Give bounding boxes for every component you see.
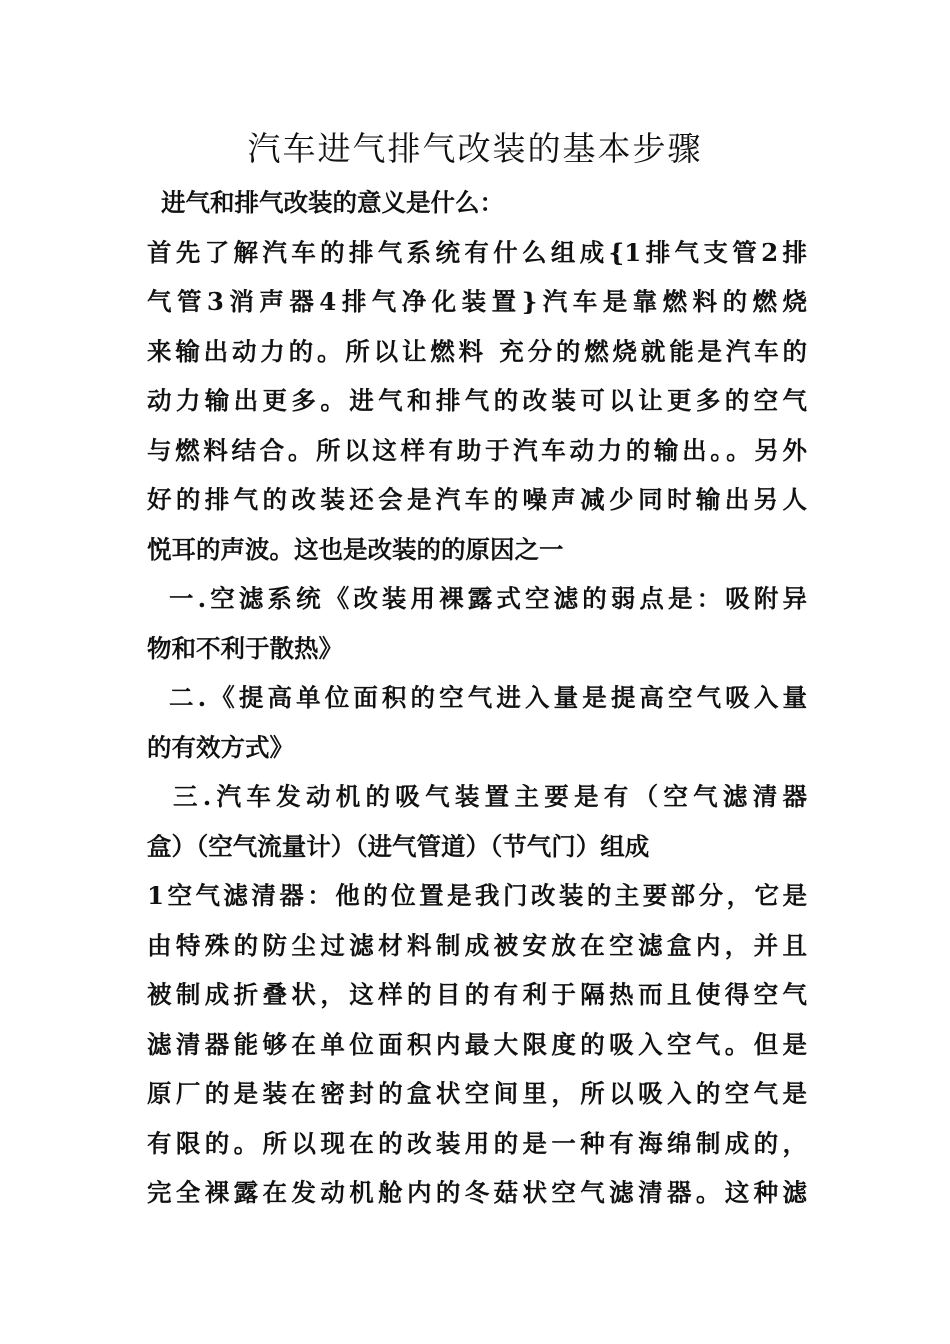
document-body bbox=[147, 178, 807, 1218]
paragraph-line: 气管3消声器4排气净化装置}汽车是靠燃料的燃烧 bbox=[147, 287, 807, 316]
paragraph-line: 与燃料结合。所以这样有助于汽车动力的输出。。另外 bbox=[147, 435, 807, 465]
list-item-line: 盒）（空气流量计）（进气管道）（节气门）组成 bbox=[147, 831, 650, 861]
paragraph-line: 1空气滤清器：他的位置是我门改装的主要部分，它是 bbox=[147, 881, 807, 910]
list-item-line: 二.《提高单位面积的空气进入量是提高空气吸入量 bbox=[169, 683, 807, 712]
document-title: 汽车进气排气改装的基本步骤 bbox=[247, 129, 703, 168]
paragraph-line: 原厂的是装在密封的盒状空间里，所以吸入的空气是 bbox=[147, 1079, 807, 1108]
paragraph-line: 悦耳的声波。这也是改装的的原因之一 bbox=[147, 534, 564, 564]
paragraph-line: 动力输出更多。进气和排气的改装可以让更多的空气 bbox=[147, 386, 807, 415]
list-item-line: 物和不利于散热》 bbox=[147, 633, 343, 663]
paragraph-line: 首先了解汽车的排气系统有什么组成{1排气支管2排 bbox=[147, 237, 807, 267]
paragraph-line: 来输出动力的。所以让燃料 充分的燃烧就能是汽车的 bbox=[147, 336, 807, 366]
paragraph-line: 好的排气的改装还会是汽车的噪声减少同时输出另人 bbox=[147, 485, 807, 514]
paragraph-line: 滤清器能够在单位面积内最大限度的吸入空气。但是 bbox=[147, 1029, 807, 1059]
section-heading-line: 进气和排气改装的意义是什么： bbox=[161, 188, 504, 217]
paragraph-line: 被制成折叠状，这样的目的有利于隔热而且使得空气 bbox=[147, 980, 807, 1009]
list-item-line: 三.汽车发动机的吸气装置主要是有（空气滤清器 bbox=[173, 782, 807, 811]
paragraph-line: 由特殊的防尘过滤材料制成被安放在空滤盒内，并且 bbox=[147, 930, 807, 960]
paragraph-line: 完全裸露在发动机舱内的冬菇状空气滤清器。这种滤 bbox=[147, 1178, 807, 1207]
list-item-line: 的有效方式》 bbox=[147, 732, 294, 762]
paragraph-line: 有限的。所以现在的改装用的是一种有海绵制成的， bbox=[147, 1128, 807, 1158]
list-item-line: 一.空滤系统《改装用裸露式空滤的弱点是：吸附异 bbox=[169, 584, 807, 613]
